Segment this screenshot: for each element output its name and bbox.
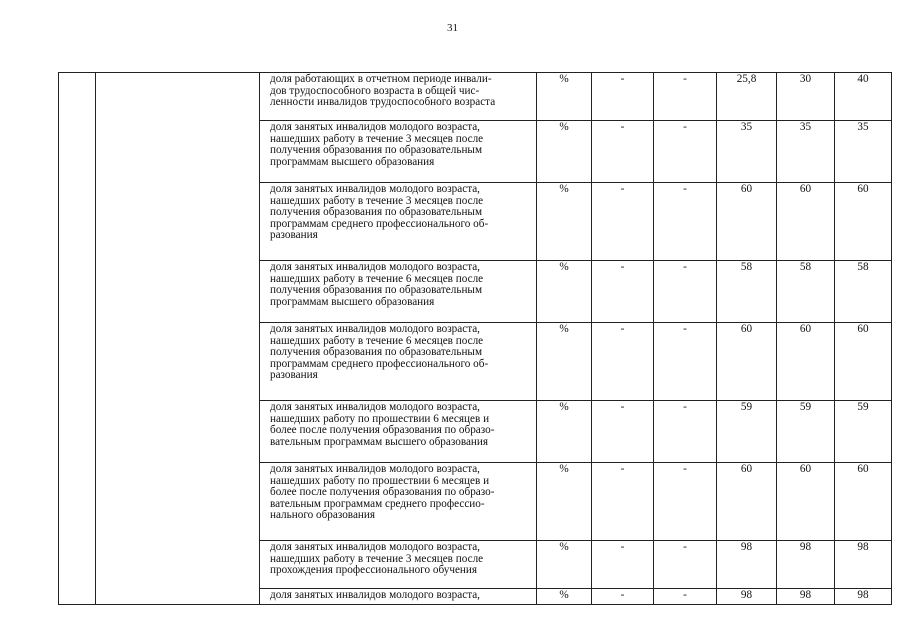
value-cell: - (592, 73, 654, 121)
indicators-table (58, 72, 892, 605)
unit-cell: % (537, 589, 592, 605)
value-cell: 59 (717, 401, 777, 463)
unit-cell: % (537, 401, 592, 463)
unit-cell: % (537, 73, 592, 121)
value-cell: - (592, 121, 654, 183)
value-cell: - (654, 121, 717, 183)
unit-cell: % (537, 323, 592, 401)
value-cell: 35 (835, 121, 892, 183)
value-cell: 25,8 (717, 73, 777, 121)
table-row (59, 73, 892, 121)
value-cell: 60 (717, 463, 777, 541)
indicator-description-cell: доля занятых инвалидов молодого возраста, нашедших работу по прошествии 6 месяцев и более после получения образования по образо- вательным программам высшего образования (260, 401, 537, 463)
value-cell: 60 (777, 183, 835, 261)
indicator-description-cell: доля работающих в отчетном периоде инвали- дов трудоспособного возраста в общей чис- ленности инвалидов трудоспособного возраста (260, 73, 537, 121)
indicator-description-cell: доля занятых инвалидов молодого возраста, нашедших работу по прошествии 6 месяцев и более после получения образования по образо- вательным программам среднего профессио- нального образования (260, 463, 537, 541)
value-cell: 98 (777, 541, 835, 589)
value-cell: - (592, 261, 654, 323)
value-cell: - (654, 541, 717, 589)
value-cell: 98 (835, 589, 892, 605)
indicator-description-cell: доля занятых инвалидов молодого возраста, нашедших работу в течение 3 месяцев после прохождения профессионального обучения (260, 541, 537, 589)
unit-cell: % (537, 463, 592, 541)
value-cell: 59 (777, 401, 835, 463)
value-cell: - (654, 261, 717, 323)
indicator-description-cell: доля занятых инвалидов молодого возраста, нашедших работу в течение 6 месяцев после получения образования по образовательным программам высшего образования (260, 261, 537, 323)
value-cell: - (654, 183, 717, 261)
value-cell: - (592, 183, 654, 261)
unit-cell: % (537, 121, 592, 183)
value-cell: - (592, 589, 654, 605)
empty-program-cell (96, 73, 260, 605)
value-cell: - (654, 73, 717, 121)
value-cell: 60 (717, 323, 777, 401)
value-cell: 40 (835, 73, 892, 121)
indicator-description-cell: доля занятых инвалидов молодого возраста, (260, 589, 537, 605)
indicator-description-cell: доля занятых инвалидов молодого возраста, нашедших работу в течение 3 месяцев после получения образования по образовательным программам высшего образования (260, 121, 537, 183)
value-cell: - (592, 541, 654, 589)
value-cell: 58 (777, 261, 835, 323)
value-cell: 60 (777, 323, 835, 401)
table-body (59, 73, 892, 605)
value-cell: 60 (717, 183, 777, 261)
unit-cell: % (537, 261, 592, 323)
value-cell: - (592, 323, 654, 401)
value-cell: 35 (717, 121, 777, 183)
value-cell: 58 (717, 261, 777, 323)
value-cell: - (592, 401, 654, 463)
value-cell: 60 (777, 463, 835, 541)
page-number: 31 (447, 22, 458, 34)
value-cell: 60 (835, 463, 892, 541)
value-cell: - (654, 589, 717, 605)
indicator-description-cell: доля занятых инвалидов молодого возраста, нашедших работу в течение 6 месяцев после получения образования по образовательным программам среднего профессионального об- разования (260, 323, 537, 401)
value-cell: - (654, 323, 717, 401)
value-cell: 59 (835, 401, 892, 463)
value-cell: - (592, 463, 654, 541)
value-cell: - (654, 401, 717, 463)
value-cell: 60 (835, 183, 892, 261)
value-cell: 30 (777, 73, 835, 121)
value-cell: 58 (835, 261, 892, 323)
unit-cell: % (537, 541, 592, 589)
indicator-description-cell: доля занятых инвалидов молодого возраста, нашедших работу в течение 3 месяцев после получения образования по образовательным программам среднего профессионального об- разования (260, 183, 537, 261)
value-cell: 98 (777, 589, 835, 605)
value-cell: 60 (835, 323, 892, 401)
value-cell: 98 (717, 589, 777, 605)
value-cell: 98 (717, 541, 777, 589)
unit-cell: % (537, 183, 592, 261)
value-cell: 98 (835, 541, 892, 589)
value-cell: - (654, 463, 717, 541)
empty-number-cell (59, 73, 96, 605)
value-cell: 35 (777, 121, 835, 183)
